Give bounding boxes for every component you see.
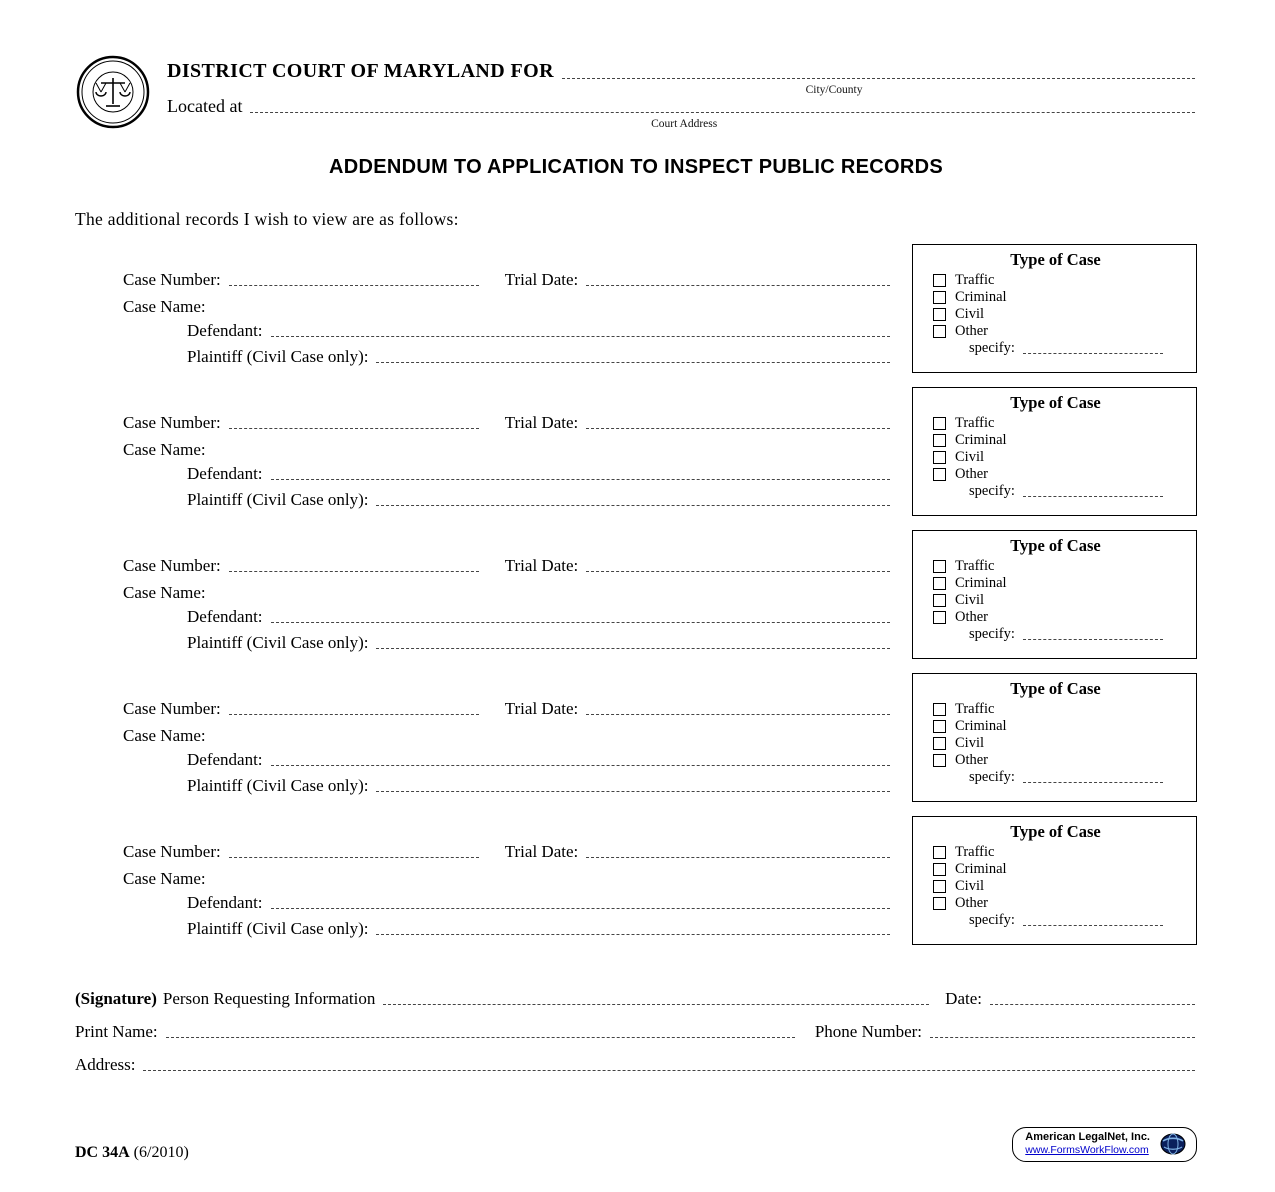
specify-label: specify: bbox=[969, 340, 1015, 356]
option-traffic bbox=[933, 844, 1186, 860]
criminal-label: Criminal bbox=[955, 432, 1007, 448]
civil-checkbox[interactable] bbox=[933, 451, 946, 464]
criminal-checkbox[interactable] bbox=[933, 863, 946, 876]
criminal-checkbox[interactable] bbox=[933, 291, 946, 304]
defendant-input-line[interactable] bbox=[271, 621, 890, 623]
option-civil bbox=[933, 449, 1186, 465]
type-of-case-box bbox=[912, 387, 1197, 516]
option-traffic bbox=[933, 701, 1186, 717]
case-number-row bbox=[123, 699, 892, 719]
case-number-input-line[interactable] bbox=[229, 284, 479, 286]
case-number-label: Case Number: bbox=[123, 699, 221, 718]
criminal-checkbox[interactable] bbox=[933, 720, 946, 733]
option-civil bbox=[933, 878, 1186, 894]
specify-input-line[interactable] bbox=[1023, 781, 1163, 783]
traffic-label: Traffic bbox=[955, 701, 995, 717]
traffic-checkbox[interactable] bbox=[933, 417, 946, 430]
other-checkbox[interactable] bbox=[933, 754, 946, 767]
civil-checkbox[interactable] bbox=[933, 737, 946, 750]
defendant-label: Defendant: bbox=[187, 607, 263, 626]
case-block-5 bbox=[75, 816, 1197, 945]
defendant-label: Defendant: bbox=[187, 750, 263, 769]
criminal-checkbox[interactable] bbox=[933, 577, 946, 590]
trial-date-label: Trial Date: bbox=[504, 699, 579, 718]
case-block-2 bbox=[75, 387, 1197, 516]
option-other bbox=[933, 895, 1186, 911]
signature-label: (Signature) bbox=[75, 989, 157, 1008]
civil-checkbox[interactable] bbox=[933, 594, 946, 607]
plaintiff-input-line[interactable] bbox=[376, 361, 890, 363]
plaintiff-input-line[interactable] bbox=[376, 504, 890, 506]
case-number-input-line[interactable] bbox=[229, 856, 479, 858]
option-criminal bbox=[933, 289, 1186, 305]
defendant-input-line[interactable] bbox=[271, 907, 890, 909]
form-number bbox=[75, 1144, 189, 1162]
person-requesting-label: Person Requesting Information bbox=[162, 989, 376, 1008]
option-other bbox=[933, 323, 1186, 339]
traffic-label: Traffic bbox=[955, 558, 995, 574]
case-fields bbox=[75, 387, 912, 516]
legalnet-badge bbox=[1012, 1127, 1197, 1162]
court-address-input-line[interactable] bbox=[250, 111, 1195, 113]
specify-input-line[interactable] bbox=[1023, 924, 1163, 926]
other-label: Other bbox=[955, 895, 989, 911]
criminal-label: Criminal bbox=[955, 289, 1007, 305]
address-input-line[interactable] bbox=[143, 1069, 1195, 1071]
civil-checkbox[interactable] bbox=[933, 880, 946, 893]
trial-date-input-line[interactable] bbox=[586, 284, 890, 286]
civil-label: Civil bbox=[955, 449, 985, 465]
option-criminal bbox=[933, 718, 1186, 734]
plaintiff-label: Plaintiff (Civil Case only): bbox=[187, 633, 369, 652]
globe-icon bbox=[1160, 1133, 1186, 1155]
case-name-label: Case Name: bbox=[123, 869, 206, 888]
plaintiff-row bbox=[123, 347, 892, 367]
case-block-3 bbox=[75, 530, 1197, 659]
form-header bbox=[75, 52, 1197, 132]
case-name-row bbox=[123, 583, 892, 603]
defendant-row bbox=[123, 321, 892, 341]
other-label: Other bbox=[955, 609, 989, 625]
option-other bbox=[933, 609, 1186, 625]
option-civil bbox=[933, 735, 1186, 751]
case-number-input-line[interactable] bbox=[229, 570, 479, 572]
legalnet-url-link[interactable]: www.FormsWorkFlow.com bbox=[1025, 1144, 1149, 1156]
case-number-row bbox=[123, 842, 892, 862]
trial-date-label: Trial Date: bbox=[504, 842, 579, 861]
traffic-label: Traffic bbox=[955, 415, 995, 431]
civil-label: Civil bbox=[955, 878, 985, 894]
trial-date-input-line[interactable] bbox=[586, 570, 890, 572]
case-number-label: Case Number: bbox=[123, 270, 221, 289]
defendant-row bbox=[123, 464, 892, 484]
traffic-checkbox[interactable] bbox=[933, 560, 946, 573]
defendant-input-line[interactable] bbox=[271, 335, 890, 337]
defendant-input-line[interactable] bbox=[271, 764, 890, 766]
case-name-label: Case Name: bbox=[123, 726, 206, 745]
specify-input-line[interactable] bbox=[1023, 352, 1163, 354]
type-of-case-box bbox=[912, 673, 1197, 802]
located-at-label: Located at bbox=[167, 96, 243, 116]
type-of-case-box bbox=[912, 816, 1197, 945]
defendant-input-line[interactable] bbox=[271, 478, 890, 480]
print-name-label: Print Name: bbox=[75, 1022, 158, 1041]
civil-checkbox[interactable] bbox=[933, 308, 946, 321]
case-name-label: Case Name: bbox=[123, 440, 206, 459]
header-lines bbox=[167, 52, 1197, 132]
plaintiff-row bbox=[123, 633, 892, 653]
traffic-label: Traffic bbox=[955, 272, 995, 288]
defendant-label: Defendant: bbox=[187, 464, 263, 483]
case-name-row bbox=[123, 726, 892, 746]
plaintiff-label: Plaintiff (Civil Case only): bbox=[187, 919, 369, 938]
option-other bbox=[933, 466, 1186, 482]
date-label: Date: bbox=[945, 989, 982, 1008]
trial-date-label: Trial Date: bbox=[504, 556, 579, 575]
other-label: Other bbox=[955, 323, 989, 339]
case-number-input-line[interactable] bbox=[229, 427, 479, 429]
other-checkbox[interactable] bbox=[933, 325, 946, 338]
type-of-case-title: Type of Case bbox=[1010, 822, 1101, 841]
other-label: Other bbox=[955, 466, 989, 482]
defendant-label: Defendant: bbox=[187, 893, 263, 912]
type-of-case-title: Type of Case bbox=[1010, 536, 1101, 555]
plaintiff-label: Plaintiff (Civil Case only): bbox=[187, 776, 369, 795]
criminal-label: Criminal bbox=[955, 718, 1007, 734]
option-criminal bbox=[933, 432, 1186, 448]
option-criminal bbox=[933, 861, 1186, 877]
case-number-label: Case Number: bbox=[123, 413, 221, 432]
type-of-case-title: Type of Case bbox=[1010, 250, 1101, 269]
trial-date-label: Trial Date: bbox=[504, 413, 579, 432]
defendant-row bbox=[123, 893, 892, 913]
page-title: ADDENDUM TO APPLICATION TO INSPECT PUBLIC RECORDS bbox=[329, 156, 943, 178]
criminal-label: Criminal bbox=[955, 861, 1007, 877]
court-title-row bbox=[167, 60, 1197, 83]
traffic-label: Traffic bbox=[955, 844, 995, 860]
case-fields bbox=[75, 816, 912, 945]
case-fields bbox=[75, 530, 912, 659]
option-traffic bbox=[933, 558, 1186, 574]
specify-row bbox=[969, 340, 1186, 357]
plaintiff-row bbox=[123, 919, 892, 939]
trial-date-input-line[interactable] bbox=[586, 427, 890, 429]
option-traffic bbox=[933, 415, 1186, 431]
form-revision: (6/2010) bbox=[133, 1144, 189, 1161]
city-county-input-line[interactable] bbox=[562, 77, 1195, 79]
case-block-1 bbox=[75, 244, 1197, 373]
print-name-input-line[interactable] bbox=[166, 1036, 795, 1038]
specify-label: specify: bbox=[969, 769, 1015, 785]
specify-input-line[interactable] bbox=[1023, 495, 1163, 497]
other-checkbox[interactable] bbox=[933, 468, 946, 481]
court-title-label: DISTRICT COURT OF MARYLAND FOR bbox=[167, 60, 554, 82]
case-fields bbox=[75, 673, 912, 802]
case-number-row bbox=[123, 556, 892, 576]
plaintiff-label: Plaintiff (Civil Case only): bbox=[187, 347, 369, 366]
case-number-input-line[interactable] bbox=[229, 713, 479, 715]
case-blocks bbox=[75, 244, 1197, 945]
traffic-checkbox[interactable] bbox=[933, 703, 946, 716]
bottom-bar bbox=[75, 1127, 1197, 1162]
option-civil bbox=[933, 592, 1186, 608]
option-other bbox=[933, 752, 1186, 768]
plaintiff-row bbox=[123, 776, 892, 796]
traffic-checkbox[interactable] bbox=[933, 846, 946, 859]
intro-text: The additional records I wish to view are as follows: bbox=[75, 209, 459, 229]
case-name-row bbox=[123, 440, 892, 460]
case-block-4 bbox=[75, 673, 1197, 802]
address-row bbox=[75, 1055, 1197, 1075]
type-of-case-title: Type of Case bbox=[1010, 679, 1101, 698]
plaintiff-label: Plaintiff (Civil Case only): bbox=[187, 490, 369, 509]
specify-label: specify: bbox=[969, 912, 1015, 928]
specify-label: specify: bbox=[969, 626, 1015, 642]
specify-row bbox=[969, 483, 1186, 500]
civil-label: Civil bbox=[955, 735, 985, 751]
other-checkbox[interactable] bbox=[933, 897, 946, 910]
case-number-row bbox=[123, 413, 892, 433]
option-traffic bbox=[933, 272, 1186, 288]
form-footer bbox=[75, 989, 1197, 1075]
specify-label: specify: bbox=[969, 483, 1015, 499]
case-name-row bbox=[123, 297, 892, 317]
trial-date-input-line[interactable] bbox=[586, 856, 890, 858]
case-number-label: Case Number: bbox=[123, 556, 221, 575]
other-label: Other bbox=[955, 752, 989, 768]
plaintiff-input-line[interactable] bbox=[376, 647, 890, 649]
plaintiff-row bbox=[123, 490, 892, 510]
criminal-checkbox[interactable] bbox=[933, 434, 946, 447]
plaintiff-input-line[interactable] bbox=[376, 933, 890, 935]
civil-label: Civil bbox=[955, 306, 985, 322]
address-label: Address: bbox=[75, 1055, 136, 1074]
type-of-case-title: Type of Case bbox=[1010, 393, 1101, 412]
defendant-row bbox=[123, 607, 892, 627]
trial-date-input-line[interactable] bbox=[586, 713, 890, 715]
defendant-row bbox=[123, 750, 892, 770]
city-county-caption: City/County bbox=[805, 84, 863, 96]
other-checkbox[interactable] bbox=[933, 611, 946, 624]
located-at-row bbox=[167, 96, 1197, 117]
type-of-case-box bbox=[912, 244, 1197, 373]
criminal-label: Criminal bbox=[955, 575, 1007, 591]
signature-row bbox=[75, 989, 1197, 1009]
phone-number-label: Phone Number: bbox=[814, 1022, 922, 1041]
specify-input-line[interactable] bbox=[1023, 638, 1163, 640]
case-name-label: Case Name: bbox=[123, 583, 206, 602]
civil-label: Civil bbox=[955, 592, 985, 608]
case-number-row bbox=[123, 270, 892, 290]
type-of-case-box bbox=[912, 530, 1197, 659]
date-input-line[interactable] bbox=[990, 1003, 1195, 1005]
print-name-row bbox=[75, 1022, 1197, 1042]
court-address-caption: Court Address bbox=[651, 118, 718, 130]
legalnet-text bbox=[1025, 1131, 1150, 1157]
option-civil bbox=[933, 306, 1186, 322]
specify-row bbox=[969, 912, 1186, 929]
traffic-checkbox[interactable] bbox=[933, 274, 946, 287]
legalnet-company: American LegalNet, Inc. bbox=[1025, 1131, 1150, 1143]
trial-date-label: Trial Date: bbox=[504, 270, 579, 289]
case-number-label: Case Number: bbox=[123, 842, 221, 861]
specify-row bbox=[969, 626, 1186, 643]
specify-row bbox=[969, 769, 1186, 786]
plaintiff-input-line[interactable] bbox=[376, 790, 890, 792]
signature-input-line[interactable] bbox=[383, 1003, 929, 1005]
case-fields bbox=[75, 244, 912, 373]
option-criminal bbox=[933, 575, 1186, 591]
phone-number-input-line[interactable] bbox=[930, 1036, 1195, 1038]
case-name-row bbox=[123, 869, 892, 889]
case-name-label: Case Name: bbox=[123, 297, 206, 316]
defendant-label: Defendant: bbox=[187, 321, 263, 340]
form-number-code: DC 34A bbox=[75, 1144, 130, 1161]
court-seal-icon bbox=[75, 54, 151, 130]
